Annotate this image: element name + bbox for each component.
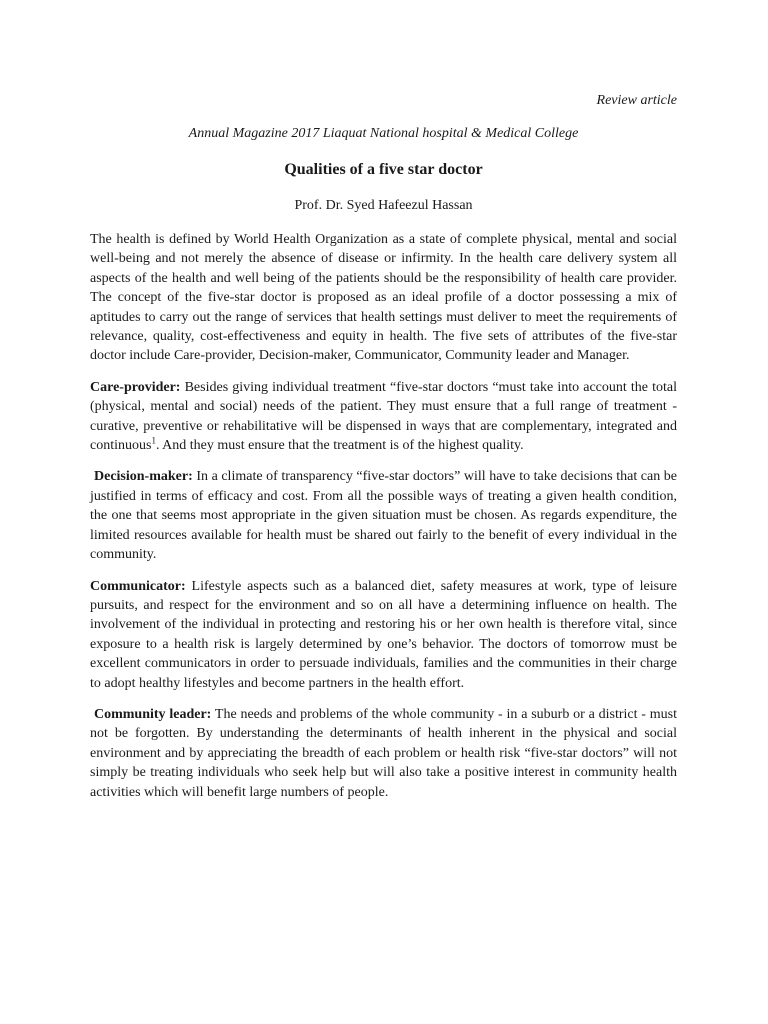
author-name: Prof. Dr. Syed Hafeezul Hassan: [294, 198, 473, 213]
intro-paragraph: The health is defined by World Health Organization as a state of complete physical, mental and social well-being and not merely the absence of disease or infirmity. In the health care delivery system all aspects of the health and well being of the patients should be the responsibility of health care provider. The concept of the five-star doctor is proposed as an ideal profile of a doctor possessing a mix of aptitudes to carry out the range of services that health settings must deliver to meet the requirements of relevance, quality, cost-effectiveness and equity in health. The five sets of attributes of the five-star doctor include Care-provider, Decision-maker, Communicator, Community leader and Manager.: [90, 232, 677, 364]
article-title: Qualities of a five star doctor: [284, 161, 483, 178]
care-provider-text-end: . And they must ensure that the treatment is of the highest quality.: [155, 438, 524, 454]
article-body: [90, 230, 677, 814]
care-provider-text: Besides giving individual treatment “five-star doctors “must take into account the total (physical, mental and social) needs of the patient. They must ensure that a full range of treatment - curative, preventive or rehabilitative will be dispensed in ways that are complementary, integrated and continuous: [90, 379, 677, 454]
communicator-paragraph: [90, 577, 677, 693]
decision-maker-heading: Decision-maker:: [94, 469, 193, 485]
communicator-heading: Communicator:: [90, 578, 186, 594]
communicator-text: Lifestyle aspects such as a balanced diet, safety measures at work, type of leisure pursuits, and respect for the environment and so on all have a determining influence on health. The involvement of the individual in protecting and restoring his or her own health is therefore vital, since exposure to a health risk is largely determined by one’s behavior. The doctors of tomorrow must be excellent communicators in order to persuade individuals, families and the communities in their charge to adopt healthy lifestyles and become partners in the health effort.: [90, 578, 677, 691]
decision-maker-paragraph: [90, 467, 677, 564]
reference-marker: 1: [151, 435, 156, 446]
decision-maker-text: In a climate of transparency “five-star doctors” will have to take decisions that can be justified in terms of efficacy and cost. From all the possible ways of treating a given health condition, the one that seems most appropriate in the given situation must be chosen. As regards expenditure, the limited resources available for health must be shared out fairly to the benefit of every individual in the community.: [90, 469, 677, 563]
care-provider-heading: Care-provider:: [90, 379, 181, 395]
community-leader-text: The needs and problems of the whole community - in a suburb or a district - must not be forgotten. By understanding the determinants of health inherent in the physical and social environment and by appreciating the breadth of each problem or health risk “five-star doctors” will not simply be treating individuals who seek help but will also take a positive interest in community health activities which will benefit large numbers of people.: [90, 706, 677, 800]
article-type-label: Review article: [596, 93, 677, 108]
care-provider-paragraph: [90, 378, 677, 456]
community-leader-heading: Community leader:: [94, 706, 212, 722]
community-leader-paragraph: [90, 705, 677, 802]
publication-line: Annual Magazine 2017 Liaquat National hospital & Medical College: [188, 126, 579, 141]
